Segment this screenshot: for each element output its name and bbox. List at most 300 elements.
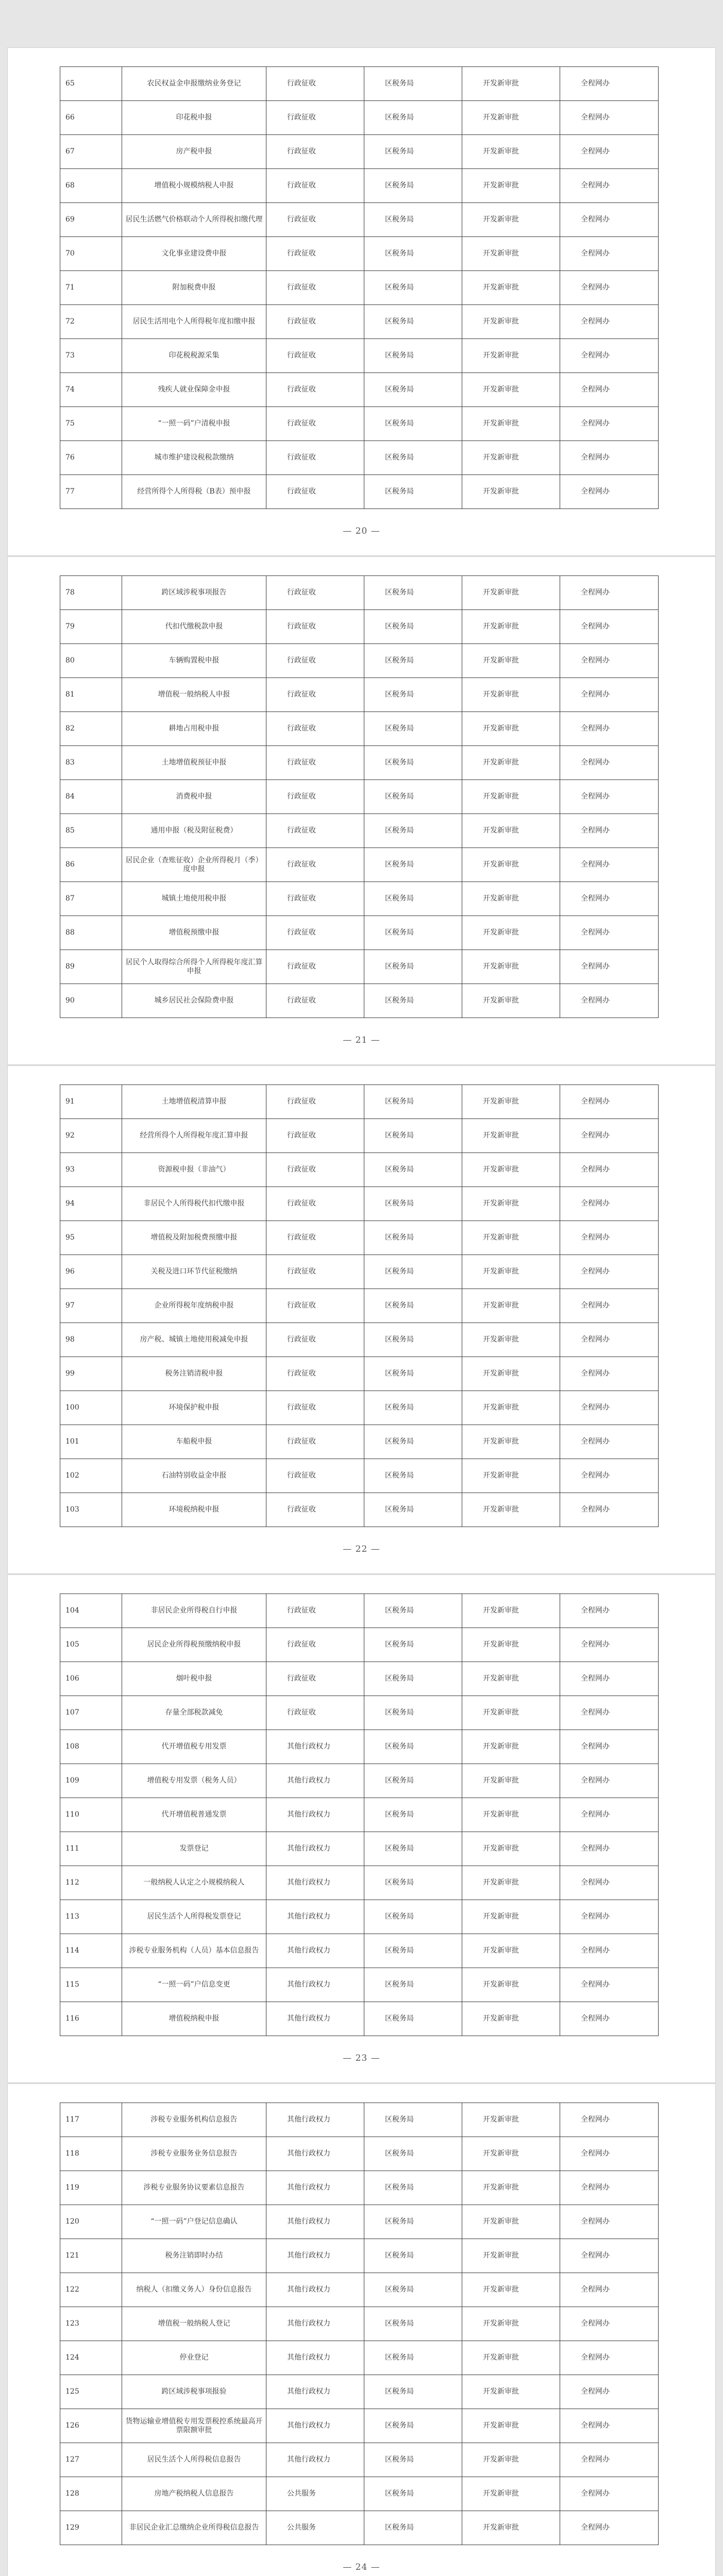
row-number-cell: 102 [60, 1459, 122, 1493]
row-number-cell: 80 [60, 644, 122, 678]
item-category-cell: 其他行政权力 [266, 1832, 364, 1866]
department-cell: 区税务局 [364, 407, 462, 441]
table-row [60, 1357, 659, 1391]
item-category-cell: 公共服务 [266, 2477, 364, 2511]
department-cell: 区税务局 [364, 780, 462, 814]
table-row [60, 2137, 659, 2171]
table-row [60, 1119, 659, 1153]
development-type-cell: 开发新审批 [462, 1425, 560, 1459]
development-type-cell: 开发新审批 [462, 1798, 560, 1832]
service-channel-cell: 全程网办 [560, 1798, 659, 1832]
development-type-cell: 开发新审批 [462, 814, 560, 848]
table-row [60, 441, 659, 475]
item-name-cell: 城乡居民社会保险费申报 [122, 984, 266, 1018]
service-channel-cell: 全程网办 [560, 1187, 659, 1221]
item-category-cell: 行政征收 [266, 576, 364, 610]
row-number-cell: 70 [60, 237, 122, 271]
service-channel-cell: 全程网办 [560, 2409, 659, 2443]
service-channel-cell: 全程网办 [560, 2103, 659, 2137]
department-cell: 区税务局 [364, 848, 462, 882]
table-row [60, 1662, 659, 1696]
row-number-cell: 85 [60, 814, 122, 848]
item-category-cell: 其他行政权力 [266, 2409, 364, 2443]
table-row [60, 2239, 659, 2273]
department-cell: 区税务局 [364, 67, 462, 101]
row-number-cell: 112 [60, 1866, 122, 1900]
department-cell: 区税务局 [364, 1900, 462, 1934]
department-cell: 区税务局 [364, 1968, 462, 2002]
document-page [7, 2083, 716, 2576]
item-category-cell: 其他行政权力 [266, 2205, 364, 2239]
department-cell: 区税务局 [364, 1323, 462, 1357]
service-channel-cell: 全程网办 [560, 1968, 659, 2002]
table-row [60, 339, 659, 373]
row-number-cell: 97 [60, 1289, 122, 1323]
item-category-cell: 行政征收 [266, 678, 364, 712]
service-channel-cell: 全程网办 [560, 1119, 659, 1153]
row-number-cell: 127 [60, 2443, 122, 2477]
table-row [60, 1459, 659, 1493]
department-cell: 区税务局 [364, 1221, 462, 1255]
service-channel-cell: 全程网办 [560, 1153, 659, 1187]
department-cell: 区税务局 [364, 339, 462, 373]
development-type-cell: 开发新审批 [462, 1255, 560, 1289]
department-cell: 区税务局 [364, 2375, 462, 2409]
item-category-cell: 其他行政权力 [266, 1866, 364, 1900]
development-type-cell: 开发新审批 [462, 2002, 560, 2036]
development-type-cell: 开发新审批 [462, 305, 560, 339]
department-cell: 区税务局 [364, 916, 462, 950]
department-cell: 区税务局 [364, 1459, 462, 1493]
department-cell: 区税务局 [364, 2341, 462, 2375]
row-number-cell: 99 [60, 1357, 122, 1391]
development-type-cell: 开发新审批 [462, 203, 560, 237]
item-name-cell: 增值税预缴申报 [122, 916, 266, 950]
development-type-cell: 开发新审批 [462, 2341, 560, 2375]
item-category-cell: 其他行政权力 [266, 1764, 364, 1798]
department-cell: 区税务局 [364, 1594, 462, 1628]
service-channel-cell: 全程网办 [560, 1493, 659, 1527]
department-cell: 区税务局 [364, 814, 462, 848]
row-number-cell: 67 [60, 135, 122, 169]
row-number-cell: 123 [60, 2307, 122, 2341]
service-channel-cell: 全程网办 [560, 1357, 659, 1391]
item-category-cell: 行政征收 [266, 1187, 364, 1221]
item-category-cell: 行政征收 [266, 1357, 364, 1391]
item-name-cell: 存量全部税款减免 [122, 1696, 266, 1730]
page-number: — 21 — [343, 1035, 380, 1045]
item-name-cell: 城镇土地使用税申报 [122, 882, 266, 916]
document-page [7, 1574, 716, 2083]
table-row [60, 1425, 659, 1459]
development-type-cell: 开发新审批 [462, 2239, 560, 2273]
department-cell: 区税务局 [364, 2273, 462, 2307]
row-number-cell: 93 [60, 1153, 122, 1187]
department-cell: 区税务局 [364, 1153, 462, 1187]
development-type-cell: 开发新审批 [462, 2409, 560, 2443]
row-number-cell: 113 [60, 1900, 122, 1934]
item-category-cell: 行政征收 [266, 373, 364, 407]
department-cell: 区税务局 [364, 1357, 462, 1391]
development-type-cell: 开发新审批 [462, 1187, 560, 1221]
item-name-cell: 资源税申报（非油气） [122, 1153, 266, 1187]
table-row [60, 2002, 659, 2036]
row-number-cell: 92 [60, 1119, 122, 1153]
service-channel-cell: 全程网办 [560, 441, 659, 475]
row-number-cell: 104 [60, 1594, 122, 1628]
development-type-cell: 开发新审批 [462, 678, 560, 712]
row-number-cell: 124 [60, 2341, 122, 2375]
development-type-cell: 开发新审批 [462, 2171, 560, 2205]
development-type-cell: 开发新审批 [462, 1730, 560, 1764]
document-page [7, 556, 716, 1065]
item-name-cell: 居民企业所得税预缴纳税申报 [122, 1628, 266, 1662]
development-type-cell: 开发新审批 [462, 2307, 560, 2341]
development-type-cell: 开发新审批 [462, 475, 560, 509]
development-type-cell: 开发新审批 [462, 407, 560, 441]
department-cell: 区税务局 [364, 1493, 462, 1527]
item-category-cell: 行政征收 [266, 1221, 364, 1255]
item-category-cell: 其他行政权力 [266, 1798, 364, 1832]
department-cell: 区税务局 [364, 2307, 462, 2341]
development-type-cell: 开发新审批 [462, 1696, 560, 1730]
table-row [60, 1968, 659, 2002]
item-category-cell: 公共服务 [266, 2511, 364, 2545]
item-name-cell: 代扣代缴税款申报 [122, 610, 266, 644]
item-category-cell: 行政征收 [266, 1459, 364, 1493]
service-channel-cell: 全程网办 [560, 1934, 659, 1968]
item-category-cell: 行政征收 [266, 1493, 364, 1527]
table-row [60, 916, 659, 950]
row-number-cell: 90 [60, 984, 122, 1018]
service-channel-cell: 全程网办 [560, 780, 659, 814]
table-row [60, 2409, 659, 2443]
service-channel-cell: 全程网办 [560, 2341, 659, 2375]
item-name-cell: 环境税纳税申报 [122, 1493, 266, 1527]
service-channel-cell: 全程网办 [560, 984, 659, 1018]
development-type-cell: 开发新审批 [462, 271, 560, 305]
row-number-cell: 107 [60, 1696, 122, 1730]
row-number-cell: 73 [60, 339, 122, 373]
item-name-cell: 代开增值税专用发票 [122, 1730, 266, 1764]
table-row [60, 1221, 659, 1255]
service-channel-cell: 全程网办 [560, 373, 659, 407]
item-name-cell: 居民生活个人所得税发票登记 [122, 1900, 266, 1934]
item-category-cell: 行政征收 [266, 1425, 364, 1459]
service-channel-cell: 全程网办 [560, 2477, 659, 2511]
development-type-cell: 开发新审批 [462, 1085, 560, 1119]
item-category-cell: 其他行政权力 [266, 1968, 364, 2002]
development-type-cell: 开发新审批 [462, 1493, 560, 1527]
item-name-cell: “一照一码”户信息变更 [122, 1968, 266, 2002]
department-cell: 区税务局 [364, 2137, 462, 2171]
department-cell: 区税务局 [364, 1662, 462, 1696]
department-cell: 区税务局 [364, 1391, 462, 1425]
service-channel-cell: 全程网办 [560, 2137, 659, 2171]
development-type-cell: 开发新审批 [462, 1968, 560, 2002]
development-type-cell: 开发新审批 [462, 1391, 560, 1425]
row-number-cell: 89 [60, 950, 122, 984]
table-row [60, 2103, 659, 2137]
table-row [60, 1255, 659, 1289]
item-name-cell: 发票登记 [122, 1832, 266, 1866]
item-name-cell: 跨区域涉税事项报告 [122, 576, 266, 610]
department-cell: 区税务局 [364, 1425, 462, 1459]
item-category-cell: 行政征收 [266, 984, 364, 1018]
development-type-cell: 开发新审批 [462, 1934, 560, 1968]
item-name-cell: 增值税纳税申报 [122, 2002, 266, 2036]
item-name-cell: 土地增值税清算申报 [122, 1085, 266, 1119]
item-category-cell: 行政征收 [266, 882, 364, 916]
item-name-cell: 居民生活用电个人所得税年度扣缴申报 [122, 305, 266, 339]
item-category-cell: 行政征收 [266, 407, 364, 441]
development-type-cell: 开发新审批 [462, 1289, 560, 1323]
development-type-cell: 开发新审批 [462, 2205, 560, 2239]
development-type-cell: 开发新审批 [462, 1221, 560, 1255]
row-number-cell: 66 [60, 101, 122, 135]
service-channel-cell: 全程网办 [560, 1832, 659, 1866]
department-cell: 区税务局 [364, 101, 462, 135]
item-category-cell: 行政征收 [266, 1119, 364, 1153]
service-channel-cell: 全程网办 [560, 1866, 659, 1900]
table-row [60, 237, 659, 271]
service-table [60, 575, 659, 1018]
row-number-cell: 121 [60, 2239, 122, 2273]
department-cell: 区税务局 [364, 169, 462, 203]
table-row [60, 2375, 659, 2409]
table-row [60, 67, 659, 101]
item-name-cell: 印花税申报 [122, 101, 266, 135]
table-row [60, 2511, 659, 2545]
table-row [60, 1628, 659, 1662]
item-category-cell: 行政征收 [266, 1628, 364, 1662]
row-number-cell: 101 [60, 1425, 122, 1459]
department-cell: 区税务局 [364, 678, 462, 712]
item-category-cell: 行政征收 [266, 610, 364, 644]
table-row [60, 2477, 659, 2511]
department-cell: 区税务局 [364, 1255, 462, 1289]
service-channel-cell: 全程网办 [560, 1289, 659, 1323]
service-channel-cell: 全程网办 [560, 2511, 659, 2545]
service-channel-cell: 全程网办 [560, 1900, 659, 1934]
item-name-cell: 关税及进口环节代征税缴纳 [122, 1255, 266, 1289]
row-number-cell: 83 [60, 746, 122, 780]
department-cell: 区税务局 [364, 1187, 462, 1221]
document-page [7, 47, 716, 556]
row-number-cell: 65 [60, 67, 122, 101]
service-channel-cell: 全程网办 [560, 2205, 659, 2239]
department-cell: 区税务局 [364, 1119, 462, 1153]
item-category-cell: 其他行政权力 [266, 2103, 364, 2137]
table-row [60, 1594, 659, 1628]
item-category-cell: 行政征收 [266, 1594, 364, 1628]
service-channel-cell: 全程网办 [560, 1323, 659, 1357]
row-number-cell: 122 [60, 2273, 122, 2307]
table-row [60, 169, 659, 203]
service-channel-cell: 全程网办 [560, 101, 659, 135]
development-type-cell: 开发新审批 [462, 101, 560, 135]
department-cell: 区税务局 [364, 271, 462, 305]
item-name-cell: 车船税申报 [122, 1425, 266, 1459]
item-category-cell: 其他行政权力 [266, 1934, 364, 1968]
department-cell: 区税务局 [364, 305, 462, 339]
item-category-cell: 其他行政权力 [266, 1730, 364, 1764]
table-row [60, 848, 659, 882]
item-name-cell: 附加税费申报 [122, 271, 266, 305]
item-category-cell: 其他行政权力 [266, 2137, 364, 2171]
row-number-cell: 103 [60, 1493, 122, 1527]
row-number-cell: 88 [60, 916, 122, 950]
table-row [60, 2273, 659, 2307]
service-channel-cell: 全程网办 [560, 2239, 659, 2273]
item-name-cell: 非居民企业所得税自行申报 [122, 1594, 266, 1628]
table-row [60, 1934, 659, 1968]
item-name-cell: 增值税专用发票（税务人员） [122, 1764, 266, 1798]
row-number-cell: 115 [60, 1968, 122, 2002]
table-row [60, 576, 659, 610]
row-number-cell: 117 [60, 2103, 122, 2137]
development-type-cell: 开发新审批 [462, 67, 560, 101]
item-name-cell: 税务注销即时办结 [122, 2239, 266, 2273]
row-number-cell: 82 [60, 712, 122, 746]
development-type-cell: 开发新审批 [462, 1323, 560, 1357]
item-category-cell: 行政征收 [266, 950, 364, 984]
item-category-cell: 行政征收 [266, 441, 364, 475]
item-category-cell: 行政征收 [266, 135, 364, 169]
service-channel-cell: 全程网办 [560, 1662, 659, 1696]
service-channel-cell: 全程网办 [560, 882, 659, 916]
document-page [7, 1065, 716, 1574]
row-number-cell: 119 [60, 2171, 122, 2205]
item-name-cell: 增值税及附加税费预缴申报 [122, 1221, 266, 1255]
department-cell: 区税务局 [364, 1832, 462, 1866]
department-cell: 区税务局 [364, 2002, 462, 2036]
development-type-cell: 开发新审批 [462, 780, 560, 814]
table-row [60, 271, 659, 305]
development-type-cell: 开发新审批 [462, 1459, 560, 1493]
development-type-cell: 开发新审批 [462, 2477, 560, 2511]
item-name-cell: 非居民个人所得税代扣代缴申报 [122, 1187, 266, 1221]
item-category-cell: 行政征收 [266, 1323, 364, 1357]
item-name-cell: 通用申报（税及附征税费） [122, 814, 266, 848]
development-type-cell: 开发新审批 [462, 984, 560, 1018]
service-channel-cell: 全程网办 [560, 339, 659, 373]
department-cell: 区税务局 [364, 1866, 462, 1900]
development-type-cell: 开发新审批 [462, 644, 560, 678]
item-name-cell: 房产税、城镇土地使用税减免申报 [122, 1323, 266, 1357]
service-channel-cell: 全程网办 [560, 135, 659, 169]
service-table [60, 66, 659, 509]
table-row [60, 2341, 659, 2375]
table-row [60, 1187, 659, 1221]
row-number-cell: 118 [60, 2137, 122, 2171]
department-cell: 区税务局 [364, 2477, 462, 2511]
item-category-cell: 其他行政权力 [266, 2443, 364, 2477]
item-category-cell: 行政征收 [266, 1391, 364, 1425]
row-number-cell: 74 [60, 373, 122, 407]
item-category-cell: 行政征收 [266, 339, 364, 373]
item-category-cell: 其他行政权力 [266, 2273, 364, 2307]
service-table [60, 1084, 659, 1527]
item-category-cell: 行政征收 [266, 1289, 364, 1323]
development-type-cell: 开发新审批 [462, 1119, 560, 1153]
item-name-cell: 涉税专业服务业务信息报告 [122, 2137, 266, 2171]
item-name-cell: 税务注销清税申报 [122, 1357, 266, 1391]
development-type-cell: 开发新审批 [462, 2103, 560, 2137]
development-type-cell: 开发新审批 [462, 373, 560, 407]
row-number-cell: 76 [60, 441, 122, 475]
item-category-cell: 其他行政权力 [266, 2307, 364, 2341]
service-channel-cell: 全程网办 [560, 2307, 659, 2341]
item-category-cell: 行政征收 [266, 814, 364, 848]
department-cell: 区税务局 [364, 610, 462, 644]
department-cell: 区税务局 [364, 2171, 462, 2205]
department-cell: 区税务局 [364, 1696, 462, 1730]
row-number-cell: 111 [60, 1832, 122, 1866]
department-cell: 区税务局 [364, 1628, 462, 1662]
department-cell: 区税务局 [364, 2103, 462, 2137]
service-channel-cell: 全程网办 [560, 2273, 659, 2307]
development-type-cell: 开发新审批 [462, 916, 560, 950]
item-category-cell: 行政征收 [266, 644, 364, 678]
item-name-cell: 涉税专业服务协议要素信息报告 [122, 2171, 266, 2205]
item-category-cell: 行政征收 [266, 916, 364, 950]
item-name-cell: 城市维护建设税税款缴纳 [122, 441, 266, 475]
page-number: — 23 — [343, 2053, 380, 2063]
service-channel-cell: 全程网办 [560, 678, 659, 712]
table-row [60, 610, 659, 644]
table-row [60, 1832, 659, 1866]
item-name-cell: 残疾人就业保障金申报 [122, 373, 266, 407]
department-cell: 区税务局 [364, 203, 462, 237]
development-type-cell: 开发新审批 [462, 135, 560, 169]
service-channel-cell: 全程网办 [560, 746, 659, 780]
service-channel-cell: 全程网办 [560, 1221, 659, 1255]
service-channel-cell: 全程网办 [560, 237, 659, 271]
item-name-cell: 烟叶税申报 [122, 1662, 266, 1696]
item-category-cell: 行政征收 [266, 475, 364, 509]
item-name-cell: 居民生活个人所得税信息报告 [122, 2443, 266, 2477]
department-cell: 区税务局 [364, 2239, 462, 2273]
item-category-cell: 行政征收 [266, 1255, 364, 1289]
department-cell: 区税务局 [364, 1764, 462, 1798]
development-type-cell: 开发新审批 [462, 1866, 560, 1900]
item-name-cell: 耕地占用税申报 [122, 712, 266, 746]
table-row [60, 373, 659, 407]
development-type-cell: 开发新审批 [462, 576, 560, 610]
service-channel-cell: 全程网办 [560, 814, 659, 848]
row-number-cell: 81 [60, 678, 122, 712]
department-cell: 区税务局 [364, 984, 462, 1018]
service-channel-cell: 全程网办 [560, 576, 659, 610]
item-category-cell: 行政征收 [266, 780, 364, 814]
row-number-cell: 100 [60, 1391, 122, 1425]
row-number-cell: 87 [60, 882, 122, 916]
item-name-cell: 增值税小规模纳税人申报 [122, 169, 266, 203]
table-row [60, 203, 659, 237]
item-name-cell: 文化事业建设费申报 [122, 237, 266, 271]
page-number: — 24 — [343, 2562, 380, 2572]
department-cell: 区税务局 [364, 576, 462, 610]
table-row [60, 984, 659, 1018]
item-name-cell: 消费税申报 [122, 780, 266, 814]
item-name-cell: 非居民企业汇总缴纳企业所得税信息报告 [122, 2511, 266, 2545]
table-row [60, 305, 659, 339]
item-category-cell: 其他行政权力 [266, 2171, 364, 2205]
service-channel-cell: 全程网办 [560, 1255, 659, 1289]
department-cell: 区税务局 [364, 950, 462, 984]
department-cell: 区税务局 [364, 373, 462, 407]
